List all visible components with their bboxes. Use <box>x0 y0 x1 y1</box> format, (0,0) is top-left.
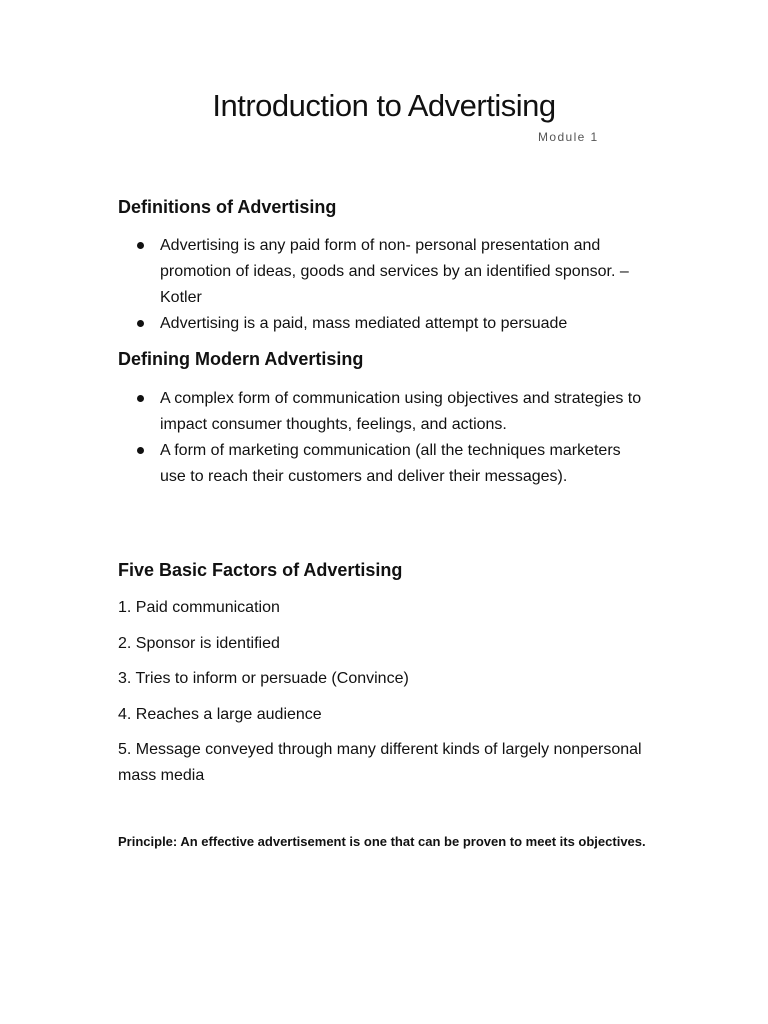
list-item-text: A form of marketing communication (all the techniques marketers use to reach their customers and deliver their messages). <box>160 442 621 485</box>
factor-item: 5. Message conveyed through many different kinds of largely nonpersonal mass media <box>118 741 642 784</box>
section-heading-modern: Defining Modern Advertising <box>118 349 364 369</box>
definitions-list <box>0 233 650 337</box>
list-item <box>0 311 650 337</box>
bullet-icon <box>137 242 144 249</box>
factor-item: 4. Reaches a large audience <box>118 706 322 723</box>
bullet-icon <box>137 447 144 454</box>
principle-statement: Principle: An effective advertisement is one that can be proven to meet its objectives. <box>118 834 646 849</box>
list-item-text: Advertising is a paid, mass mediated attempt to persuade <box>160 315 568 332</box>
bullet-icon <box>137 395 144 402</box>
modern-definitions-list <box>0 386 650 490</box>
page-title: Introduction to Advertising <box>212 88 556 123</box>
page-subtitle: Module 1 <box>538 130 599 144</box>
list-item <box>0 386 650 438</box>
list-item-text: A complex form of communication using objectives and strategies to impact consumer thoughts, feelings, and actions. <box>160 390 642 433</box>
factor-item: 2. Sponsor is identified <box>118 635 280 652</box>
factor-item: 1. Paid communication <box>118 599 280 616</box>
list-item-text: Advertising is any paid form of non- personal presentation and promotion of ideas, goods and services by an identified sponsor. – Kotler <box>160 237 629 306</box>
section-heading-factors: Five Basic Factors of Advertising <box>118 560 403 580</box>
factor-item: 3. Tries to inform or persuade (Convince) <box>118 670 409 687</box>
list-item <box>0 438 650 490</box>
list-item <box>0 233 650 311</box>
bullet-icon <box>137 320 144 327</box>
section-heading-definitions: Definitions of Advertising <box>118 197 337 217</box>
